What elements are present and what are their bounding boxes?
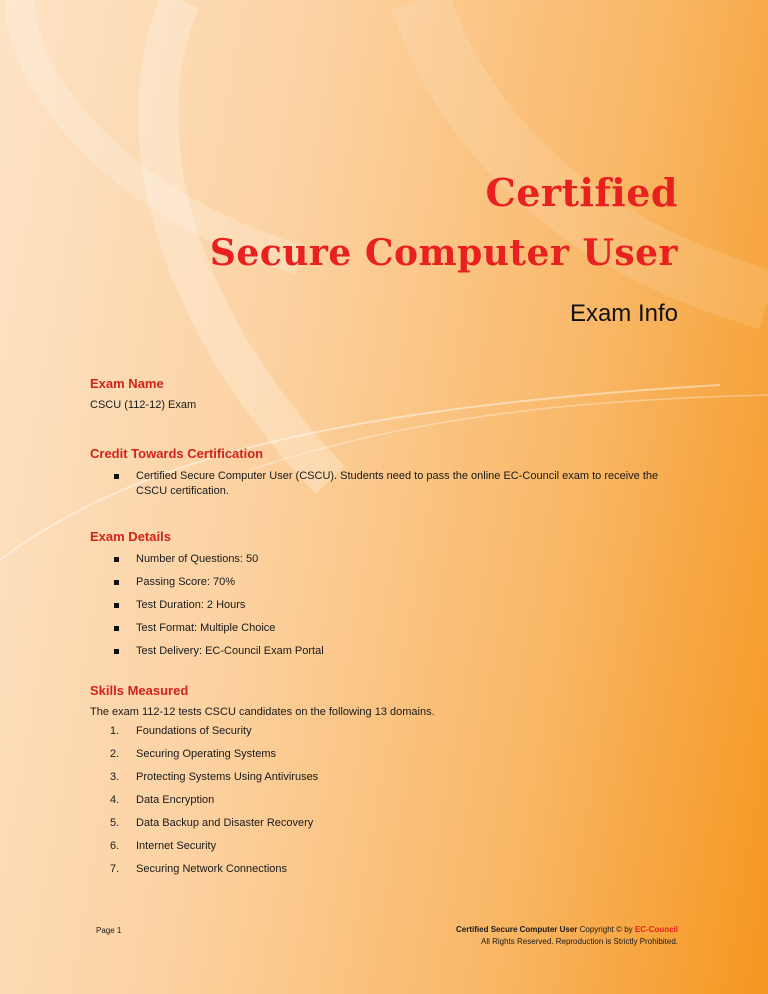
item-number: 1. xyxy=(110,725,120,737)
item-label: Securing Network Connections xyxy=(136,863,288,875)
details-list xyxy=(90,552,680,659)
section-heading: Skills Measured xyxy=(90,683,189,698)
item-number: 5. xyxy=(110,817,120,829)
footer-copyright-text: Copyright © by xyxy=(577,925,635,934)
footer-rights: All Rights Reserved. Reproduction is Strictly Prohibited. xyxy=(481,937,678,946)
list-item: Test Duration: 2 Hours xyxy=(90,598,680,613)
credit-list xyxy=(90,469,680,499)
section-heading: Credit Towards Certification xyxy=(90,446,264,461)
item-number: 6. xyxy=(110,840,120,852)
title-line-2: Secure Computer User xyxy=(209,232,678,274)
list-item xyxy=(90,793,680,808)
exam-name-text: CSCU (112-12) Exam xyxy=(90,399,197,411)
item-number: 4. xyxy=(110,794,120,806)
title-line-1: Certified xyxy=(485,170,678,215)
list-item: Test Delivery: EC-Council Exam Portal xyxy=(90,644,680,659)
list-item xyxy=(90,862,680,877)
subtitle: Exam Info xyxy=(569,300,678,327)
item-number: 2. xyxy=(110,748,120,760)
list-item: Certified Secure Computer User (CSCU). Students need to pass the online EC-Council exam to receive the CSCU certification. xyxy=(90,469,680,499)
list-item: Number of Questions: 50 xyxy=(90,552,680,567)
item-label: Protecting Systems Using Antiviruses xyxy=(136,771,319,783)
section-heading: Exam Details xyxy=(90,529,171,544)
item-number: 3. xyxy=(110,771,120,783)
section-details xyxy=(90,529,680,659)
ec-council-brand: EC-Council xyxy=(634,925,678,934)
item-label: Securing Operating Systems xyxy=(136,748,277,760)
list-item xyxy=(90,724,680,739)
footer-copyright xyxy=(456,924,678,948)
list-item: Test Format: Multiple Choice xyxy=(90,621,680,636)
list-item xyxy=(90,839,680,854)
item-label: Data Backup and Disaster Recovery xyxy=(136,817,314,829)
footer-title: Certified Secure Computer User xyxy=(456,925,578,934)
content-area xyxy=(90,376,680,877)
item-number: 7. xyxy=(110,863,120,875)
item-label: Internet Security xyxy=(136,840,217,852)
section-credit xyxy=(90,446,680,499)
section-heading: Exam Name xyxy=(90,376,164,391)
section-exam-name xyxy=(90,376,680,413)
footer-line-1 xyxy=(456,924,678,936)
list-item xyxy=(90,747,680,762)
swoosh-curve-4 xyxy=(20,0,300,260)
skills-intro: The exam 112-12 tests CSCU candidates on the following 13 domains. xyxy=(90,706,435,718)
list-item: Passing Score: 70% xyxy=(90,575,680,590)
list-item xyxy=(90,770,680,785)
list-item xyxy=(90,816,680,831)
item-label: Data Encryption xyxy=(136,794,215,806)
page-number: Page 1 xyxy=(96,926,122,935)
domains-list xyxy=(90,724,680,877)
section-skills xyxy=(90,683,680,877)
item-label: Foundations of Security xyxy=(136,725,252,737)
